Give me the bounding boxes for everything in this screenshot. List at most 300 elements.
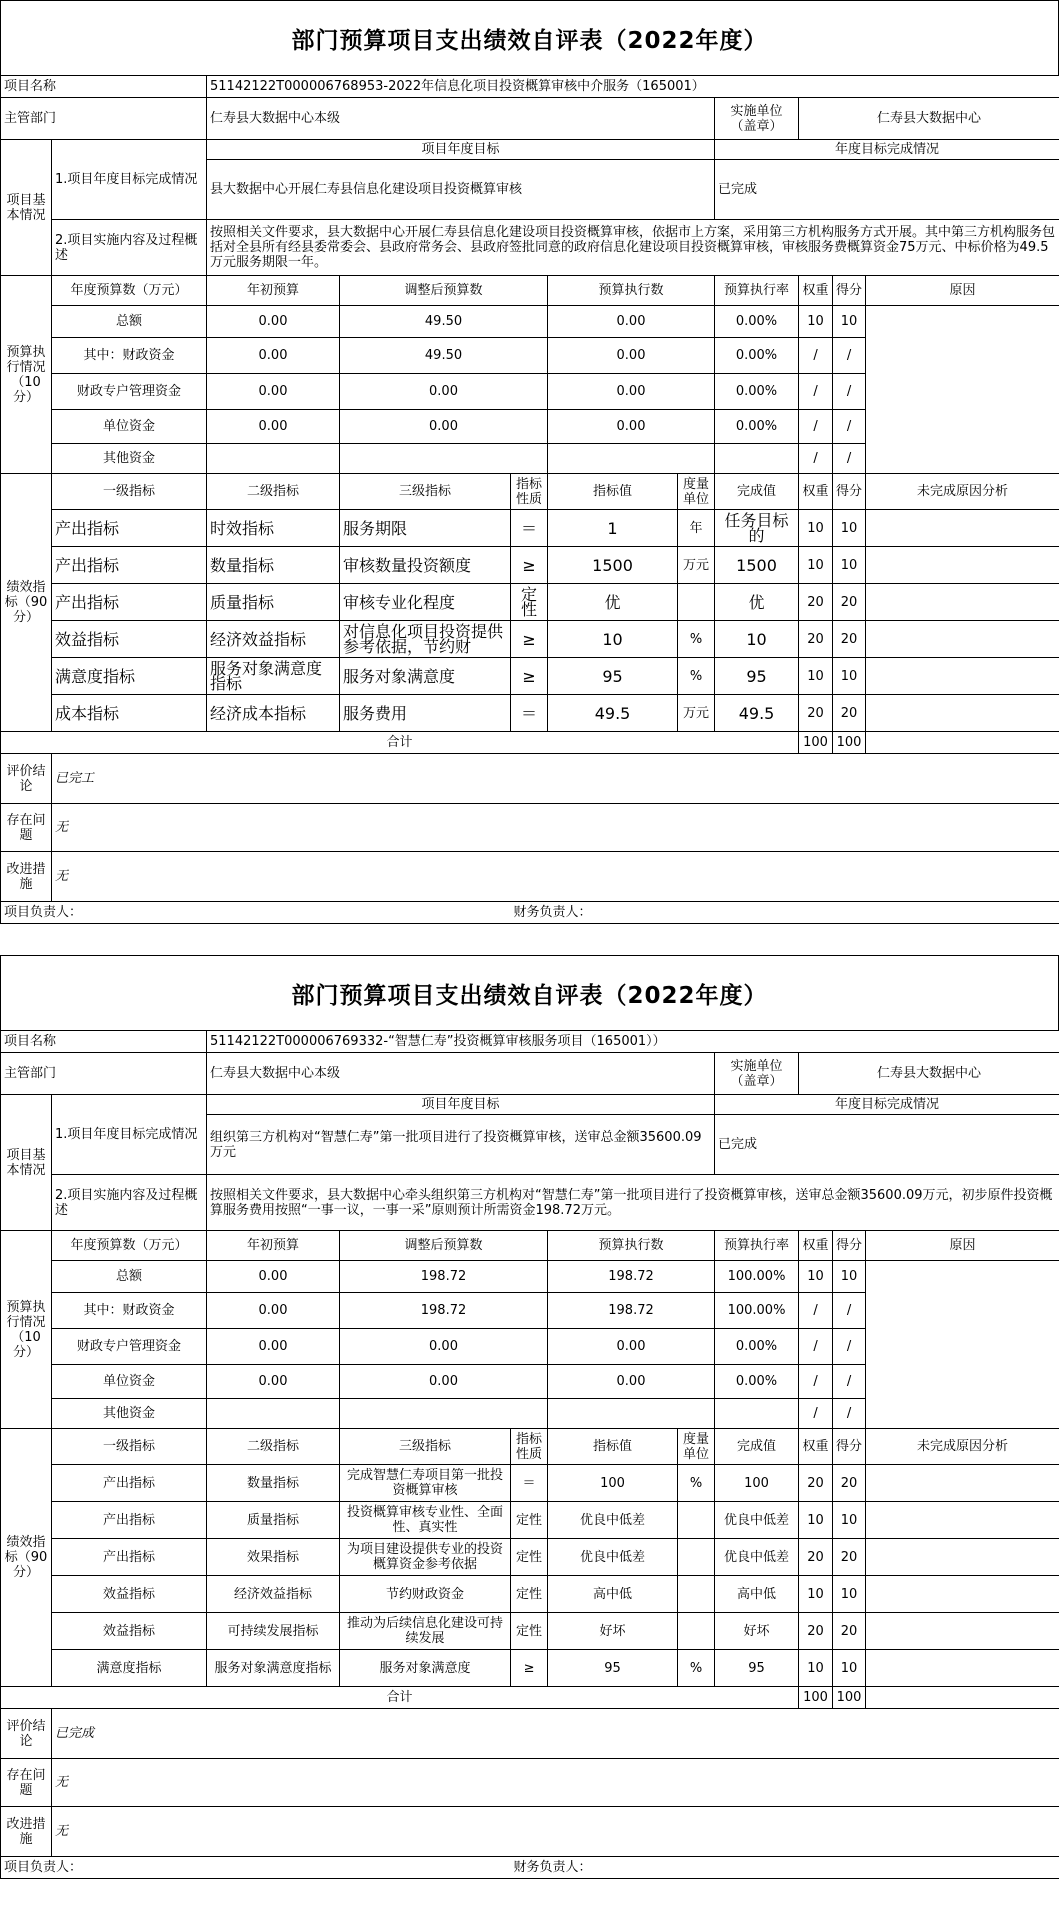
project-name-row — [1, 1031, 1059, 1053]
goal-header: 项目年度目标 — [207, 1095, 715, 1115]
perf-cell-6: 优 — [715, 584, 799, 621]
budget-header-0: 年度预算数（万元） — [52, 276, 207, 306]
perf-cell-8: 10 — [833, 1576, 866, 1613]
perf-cell-4: 高中低 — [548, 1576, 678, 1613]
perf-reason — [866, 1650, 1059, 1687]
perf-cell-3: ≥ — [511, 658, 548, 695]
budget-cell-4 — [715, 1399, 799, 1429]
perf-cell-7: 20 — [799, 621, 833, 658]
budget-section-label: 预算执行情况（10分） — [1, 276, 52, 474]
project-name-row — [1, 76, 1059, 98]
problem-row — [1, 1759, 1059, 1807]
perf-cell-8: 20 — [833, 1539, 866, 1576]
budget-cell-3: 0.00 — [548, 1329, 715, 1365]
budget-cell-5: / — [799, 444, 833, 474]
perf-header-4: 指标值 — [548, 474, 678, 510]
form-title: 部门预算项目支出绩效自评表（2022年度） — [0, 955, 1059, 1030]
perf-cell-7: 20 — [799, 1465, 833, 1502]
perf-cell-1: 数量指标 — [207, 1465, 340, 1502]
perf-cell-5: 年 — [678, 510, 715, 547]
measure-label: 改进措施 — [1, 1807, 52, 1857]
problem-label: 存在问题 — [1, 1759, 52, 1807]
perf-cell-3: ＝ — [511, 1465, 548, 1502]
budget-row — [1, 306, 1059, 338]
budget-cell-4: 0.00% — [715, 410, 799, 444]
perf-header-0: 一级指标 — [52, 1429, 207, 1465]
perf-cell-0: 满意度指标 — [52, 658, 207, 695]
budget-cell-1 — [207, 444, 340, 474]
project-name-value: 51142122T000006769332-“智慧仁寿”投资概算审核服务项目（165001）） — [207, 1031, 1059, 1053]
content-label: 2.项目实施内容及过程概述 — [52, 1175, 207, 1231]
perf-cell-6: 高中低 — [715, 1576, 799, 1613]
perf-cell-4: 100 — [548, 1465, 678, 1502]
total-blank — [866, 732, 1059, 754]
budget-cell-1: 0.00 — [207, 1293, 340, 1329]
budget-cell-1: 0.00 — [207, 306, 340, 338]
perf-section-label: 绩效指标（90分） — [1, 474, 52, 732]
perf-cell-7: 20 — [799, 1613, 833, 1650]
perf-cell-5 — [678, 1539, 715, 1576]
perf-cell-7: 10 — [799, 1502, 833, 1539]
perf-reason — [866, 695, 1059, 732]
budget-cell-4: 100.00% — [715, 1293, 799, 1329]
perf-header-1: 二级指标 — [207, 474, 340, 510]
perf-cell-1: 时效指标 — [207, 510, 340, 547]
budget-cell-1: 0.00 — [207, 1329, 340, 1365]
content-text: 按照相关文件要求，县大数据中心牵头组织第三方机构对“智慧仁寿”第一批项目进行了投资概算审核，送审总金额35600.09万元，初步原件投资概算服务费用按照“一事一议，一事一采”原则预计所需资金198.72万元。 — [207, 1175, 1059, 1231]
budget-header-3: 预算执行数 — [548, 276, 715, 306]
perf-cell-1: 经济效益指标 — [207, 1576, 340, 1613]
perf-cell-0: 效益指标 — [52, 621, 207, 658]
perf-cell-4: 优 — [548, 584, 678, 621]
perf-header-0: 一级指标 — [52, 474, 207, 510]
perf-cell-0: 产出指标 — [52, 547, 207, 584]
perf-cell-4: 1500 — [548, 547, 678, 584]
budget-cell-3: 0.00 — [548, 374, 715, 410]
total-label: 合计 — [1, 1687, 799, 1709]
perf-header-7: 权重 — [799, 1429, 833, 1465]
budget-cell-3: 198.72 — [548, 1261, 715, 1293]
total-row — [1, 1687, 1059, 1709]
conclusion-row — [1, 1709, 1059, 1759]
perf-cell-5 — [678, 1502, 715, 1539]
budget-cell-1: 0.00 — [207, 374, 340, 410]
budget-cell-2: 0.00 — [340, 1365, 548, 1399]
budget-cell-2: 198.72 — [340, 1293, 548, 1329]
total-row — [1, 732, 1059, 754]
budget-header-row — [1, 1231, 1059, 1261]
signature-row — [1, 902, 1059, 924]
perf-reason — [866, 510, 1059, 547]
budget-cell-5: / — [799, 1293, 833, 1329]
perf-header-7: 权重 — [799, 474, 833, 510]
goal-label: 1.项目年度目标完成情况 — [52, 140, 207, 220]
measure-label: 改进措施 — [1, 852, 52, 902]
perf-reason — [866, 1502, 1059, 1539]
budget-cell-0: 总额 — [52, 306, 207, 338]
budget-cell-6: / — [833, 1293, 866, 1329]
budget-header-2: 调整后预算数 — [340, 1231, 548, 1261]
budget-cell-3 — [548, 444, 715, 474]
budget-cell-1: 0.00 — [207, 338, 340, 374]
impl-value: 仁寿县大数据中心 — [799, 1053, 1059, 1095]
budget-cell-3: 0.00 — [548, 338, 715, 374]
perf-cell-4: 49.5 — [548, 695, 678, 732]
perf-cell-2: 服务对象满意度 — [340, 658, 511, 695]
perf-cell-2: 服务期限 — [340, 510, 511, 547]
budget-cell-0: 财政专户管理资金 — [52, 1329, 207, 1365]
content-row — [1, 220, 1059, 276]
budget-header-6: 得分 — [833, 1231, 866, 1261]
problem-label: 存在问题 — [1, 804, 52, 852]
perf-cell-3: 定性 — [511, 1576, 548, 1613]
budget-cell-1: 0.00 — [207, 1261, 340, 1293]
perf-cell-1: 质量指标 — [207, 584, 340, 621]
signature-row — [1, 1857, 1059, 1879]
budget-header-5: 权重 — [799, 276, 833, 306]
perf-cell-6: 1500 — [715, 547, 799, 584]
budget-header-2: 调整后预算数 — [340, 276, 548, 306]
budget-cell-4: 0.00% — [715, 1365, 799, 1399]
perf-cell-4: 优良中低差 — [548, 1502, 678, 1539]
completion-header: 年度目标完成情况 — [715, 140, 1059, 160]
perf-row — [1, 1502, 1059, 1539]
perf-header-8: 得分 — [833, 474, 866, 510]
perf-cell-3: 定性 — [511, 1539, 548, 1576]
perf-cell-3: ≥ — [511, 547, 548, 584]
perf-cell-3: 定性 — [511, 1613, 548, 1650]
dept-row — [1, 98, 1059, 140]
perf-cell-2: 推动为后续信息化建设可持续发展 — [340, 1613, 511, 1650]
budget-cell-5: / — [799, 410, 833, 444]
completion-header: 年度目标完成情况 — [715, 1095, 1059, 1115]
perf-row — [1, 1576, 1059, 1613]
perf-reason — [866, 1613, 1059, 1650]
budget-cell-5: / — [799, 1365, 833, 1399]
budget-header-1: 年初预算 — [207, 1231, 340, 1261]
finance-label: 财务负责人： — [511, 1857, 1059, 1879]
budget-cell-3 — [548, 1399, 715, 1429]
goal-header-row — [1, 140, 1059, 160]
problem-value: 无 — [52, 1759, 1059, 1807]
budget-header-7: 原因 — [866, 1231, 1059, 1261]
perf-cell-0: 产出指标 — [52, 1465, 207, 1502]
perf-cell-2: 节约财政资金 — [340, 1576, 511, 1613]
perf-cell-3: 定性 — [511, 584, 548, 621]
budget-cell-6: / — [833, 444, 866, 474]
perf-header-9: 未完成原因分析 — [866, 1429, 1059, 1465]
perf-reason — [866, 658, 1059, 695]
perf-cell-0: 满意度指标 — [52, 1650, 207, 1687]
perf-header-4: 指标值 — [548, 1429, 678, 1465]
content-row — [1, 1175, 1059, 1231]
perf-row — [1, 1613, 1059, 1650]
perf-cell-4: 95 — [548, 658, 678, 695]
budget-header-7: 原因 — [866, 276, 1059, 306]
perf-section-label: 绩效指标（90分） — [1, 1429, 52, 1687]
budget-cell-0: 其中：财政资金 — [52, 338, 207, 374]
perf-cell-1: 质量指标 — [207, 1502, 340, 1539]
perf-cell-8: 20 — [833, 621, 866, 658]
budget-cell-0: 单位资金 — [52, 410, 207, 444]
perf-cell-3: ＝ — [511, 695, 548, 732]
perf-cell-0: 产出指标 — [52, 1502, 207, 1539]
perf-cell-1: 服务对象满意度指标 — [207, 658, 340, 695]
budget-cell-0: 总额 — [52, 1261, 207, 1293]
budget-header-4: 预算执行率 — [715, 1231, 799, 1261]
budget-cell-0: 其他资金 — [52, 1399, 207, 1429]
dept-row — [1, 1053, 1059, 1095]
budget-cell-0: 其中：财政资金 — [52, 1293, 207, 1329]
finance-label: 财务负责人： — [511, 902, 1059, 924]
budget-header-3: 预算执行数 — [548, 1231, 715, 1261]
perf-row — [1, 1465, 1059, 1502]
impl-label: 实施单位（盖章） — [715, 1053, 799, 1095]
budget-cell-6: / — [833, 338, 866, 374]
goal-header-row — [1, 1095, 1059, 1115]
perf-cell-2: 审核专业化程度 — [340, 584, 511, 621]
perf-cell-7: 10 — [799, 658, 833, 695]
budget-cell-5: 10 — [799, 306, 833, 338]
perf-reason — [866, 1465, 1059, 1502]
problem-value: 无 — [52, 804, 1059, 852]
form-title: 部门预算项目支出绩效自评表（2022年度） — [0, 0, 1059, 75]
budget-cell-0: 单位资金 — [52, 1365, 207, 1399]
budget-cell-2: 0.00 — [340, 1329, 548, 1365]
conclusion-value: 已完工 — [52, 754, 1059, 804]
perf-cell-5: % — [678, 1465, 715, 1502]
budget-cell-5: / — [799, 338, 833, 374]
perf-cell-3: ≥ — [511, 1650, 548, 1687]
perf-cell-2: 服务费用 — [340, 695, 511, 732]
conclusion-label: 评价结论 — [1, 1709, 52, 1759]
perf-cell-2: 服务对象满意度 — [340, 1650, 511, 1687]
perf-reason — [866, 584, 1059, 621]
perf-row — [1, 510, 1059, 547]
budget-cell-0: 其他资金 — [52, 444, 207, 474]
evaluation-table — [0, 1030, 1059, 1879]
goal-text: 县大数据中心开展仁寿县信息化建设项目投资概算审核 — [207, 160, 715, 220]
budget-reason — [866, 306, 1059, 474]
budget-cell-2: 49.50 — [340, 306, 548, 338]
budget-cell-1: 0.00 — [207, 410, 340, 444]
perf-row — [1, 621, 1059, 658]
budget-cell-5: 10 — [799, 1261, 833, 1293]
budget-cell-2: 198.72 — [340, 1261, 548, 1293]
perf-cell-4: 10 — [548, 621, 678, 658]
perf-cell-8: 20 — [833, 1465, 866, 1502]
perf-cell-4: 好坏 — [548, 1613, 678, 1650]
budget-cell-2 — [340, 444, 548, 474]
budget-cell-4: 0.00% — [715, 1329, 799, 1365]
perf-cell-5 — [678, 1613, 715, 1650]
budget-header-1: 年初预算 — [207, 276, 340, 306]
budget-cell-3: 0.00 — [548, 410, 715, 444]
perf-cell-6: 优良中低差 — [715, 1502, 799, 1539]
perf-header-6: 完成值 — [715, 1429, 799, 1465]
perf-row — [1, 584, 1059, 621]
dept-value: 仁寿县大数据中心本级 — [207, 1053, 715, 1095]
perf-header-row — [1, 474, 1059, 510]
perf-cell-0: 效益指标 — [52, 1613, 207, 1650]
perf-header-3: 指标性质 — [511, 474, 548, 510]
completion-text: 已完成 — [715, 1115, 1059, 1175]
perf-row — [1, 658, 1059, 695]
budget-cell-2: 0.00 — [340, 374, 548, 410]
budget-cell-5: / — [799, 374, 833, 410]
budget-section-label: 预算执行情况（10分） — [1, 1231, 52, 1429]
budget-cell-4: 0.00% — [715, 338, 799, 374]
perf-cell-1: 经济成本指标 — [207, 695, 340, 732]
perf-header-1: 二级指标 — [207, 1429, 340, 1465]
leader-label: 项目负责人： — [1, 902, 511, 924]
perf-cell-6: 95 — [715, 1650, 799, 1687]
total-score: 100 — [833, 732, 866, 754]
perf-cell-0: 产出指标 — [52, 510, 207, 547]
budget-cell-4 — [715, 444, 799, 474]
perf-header-9: 未完成原因分析 — [866, 474, 1059, 510]
dept-label: 主管部门 — [1, 98, 207, 140]
perf-cell-6: 好坏 — [715, 1613, 799, 1650]
perf-cell-2: 对信息化项目投资提供参考依据，节约财 — [340, 621, 511, 658]
perf-cell-8: 10 — [833, 1650, 866, 1687]
project-name-label: 项目名称 — [1, 76, 207, 98]
perf-cell-7: 10 — [799, 1650, 833, 1687]
content-text: 按照相关文件要求，县大数据中心开展仁寿县信息化建设项目投资概算审核，依据市上方案，采用第三方机构服务方式开展。其中第三方机构服务包括对全县所有经县委常委会、县政府常务会、县政府签批同意的政府信息化建设项目投资概算审核，审核服务费概算资金75万元、中标价格为49.5万元服务期限一年。 — [207, 220, 1059, 276]
impl-label: 实施单位（盖章） — [715, 98, 799, 140]
total-weight: 100 — [799, 732, 833, 754]
perf-cell-2: 完成智慧仁寿项目第一批投资概算审核 — [340, 1465, 511, 1502]
dept-value: 仁寿县大数据中心本级 — [207, 98, 715, 140]
perf-cell-8: 10 — [833, 658, 866, 695]
conclusion-value: 已完成 — [52, 1709, 1059, 1759]
perf-cell-8: 20 — [833, 1613, 866, 1650]
total-weight: 100 — [799, 1687, 833, 1709]
perf-cell-8: 10 — [833, 510, 866, 547]
perf-cell-8: 10 — [833, 547, 866, 584]
perf-cell-2: 为项目建设提供专业的投资概算资金参考依据 — [340, 1539, 511, 1576]
perf-cell-5: 万元 — [678, 695, 715, 732]
perf-cell-5: 万元 — [678, 547, 715, 584]
perf-cell-5: % — [678, 658, 715, 695]
perf-cell-8: 20 — [833, 695, 866, 732]
measure-row — [1, 1807, 1059, 1857]
budget-cell-3: 0.00 — [548, 306, 715, 338]
perf-cell-7: 10 — [799, 1576, 833, 1613]
perf-cell-4: 95 — [548, 1650, 678, 1687]
perf-cell-0: 产出指标 — [52, 584, 207, 621]
budget-header-0: 年度预算数（万元） — [52, 1231, 207, 1261]
perf-cell-1: 效果指标 — [207, 1539, 340, 1576]
perf-cell-7: 20 — [799, 695, 833, 732]
perf-row — [1, 695, 1059, 732]
conclusion-label: 评价结论 — [1, 754, 52, 804]
perf-cell-6: 任务目标的 — [715, 510, 799, 547]
perf-row — [1, 1650, 1059, 1687]
total-score: 100 — [833, 1687, 866, 1709]
perf-cell-6: 95 — [715, 658, 799, 695]
budget-cell-6: / — [833, 1365, 866, 1399]
perf-cell-0: 成本指标 — [52, 695, 207, 732]
perf-header-6: 完成值 — [715, 474, 799, 510]
perf-reason — [866, 1576, 1059, 1613]
budget-cell-5: / — [799, 1329, 833, 1365]
perf-cell-3: ＝ — [511, 510, 548, 547]
problem-row — [1, 804, 1059, 852]
perf-cell-2: 审核数量投资额度 — [340, 547, 511, 584]
budget-cell-5: / — [799, 1399, 833, 1429]
project-name-value: 51142122T000006768953-2022年信息化项目投资概算审核中介服务（165001） — [207, 76, 1059, 98]
conclusion-row — [1, 754, 1059, 804]
perf-cell-0: 产出指标 — [52, 1539, 207, 1576]
perf-cell-6: 100 — [715, 1465, 799, 1502]
budget-cell-6: 10 — [833, 1261, 866, 1293]
total-label: 合计 — [1, 732, 799, 754]
budget-cell-0: 财政专户管理资金 — [52, 374, 207, 410]
perf-reason — [866, 547, 1059, 584]
perf-cell-5: % — [678, 1650, 715, 1687]
perf-cell-8: 10 — [833, 1502, 866, 1539]
perf-cell-5 — [678, 584, 715, 621]
budget-cell-4: 0.00% — [715, 306, 799, 338]
budget-cell-4: 0.00% — [715, 374, 799, 410]
budget-cell-2: 0.00 — [340, 410, 548, 444]
perf-header-5: 度量单位 — [678, 474, 715, 510]
perf-cell-6: 49.5 — [715, 695, 799, 732]
budget-cell-6: / — [833, 1399, 866, 1429]
measure-value: 无 — [52, 852, 1059, 902]
evaluation-form-1 — [0, 0, 1059, 924]
measure-row — [1, 852, 1059, 902]
perf-cell-7: 10 — [799, 547, 833, 584]
budget-header-5: 权重 — [799, 1231, 833, 1261]
budget-cell-1 — [207, 1399, 340, 1429]
perf-cell-3: ≥ — [511, 621, 548, 658]
content-label: 2.项目实施内容及过程概述 — [52, 220, 207, 276]
budget-cell-1: 0.00 — [207, 1365, 340, 1399]
perf-cell-5 — [678, 1576, 715, 1613]
perf-cell-7: 20 — [799, 584, 833, 621]
perf-header-8: 得分 — [833, 1429, 866, 1465]
budget-cell-4: 100.00% — [715, 1261, 799, 1293]
perf-cell-4: 1 — [548, 510, 678, 547]
budget-header-4: 预算执行率 — [715, 276, 799, 306]
perf-row — [1, 1539, 1059, 1576]
impl-value: 仁寿县大数据中心 — [799, 98, 1059, 140]
perf-reason — [866, 621, 1059, 658]
budget-cell-6: / — [833, 410, 866, 444]
evaluation-table — [0, 75, 1059, 924]
budget-cell-2: 49.50 — [340, 338, 548, 374]
budget-cell-3: 0.00 — [548, 1365, 715, 1399]
perf-cell-7: 20 — [799, 1539, 833, 1576]
total-blank — [866, 1687, 1059, 1709]
dept-label: 主管部门 — [1, 1053, 207, 1095]
project-name-label: 项目名称 — [1, 1031, 207, 1053]
perf-cell-2: 投资概算审核专业性、全面性、真实性 — [340, 1502, 511, 1539]
perf-header-3: 指标性质 — [511, 1429, 548, 1465]
budget-reason — [866, 1261, 1059, 1429]
goal-header: 项目年度目标 — [207, 140, 715, 160]
perf-cell-1: 服务对象满意度指标 — [207, 1650, 340, 1687]
perf-cell-0: 效益指标 — [52, 1576, 207, 1613]
perf-cell-4: 优良中低差 — [548, 1539, 678, 1576]
perf-cell-1: 数量指标 — [207, 547, 340, 584]
perf-header-row — [1, 1429, 1059, 1465]
budget-row — [1, 1261, 1059, 1293]
budget-cell-2 — [340, 1399, 548, 1429]
measure-value: 无 — [52, 1807, 1059, 1857]
